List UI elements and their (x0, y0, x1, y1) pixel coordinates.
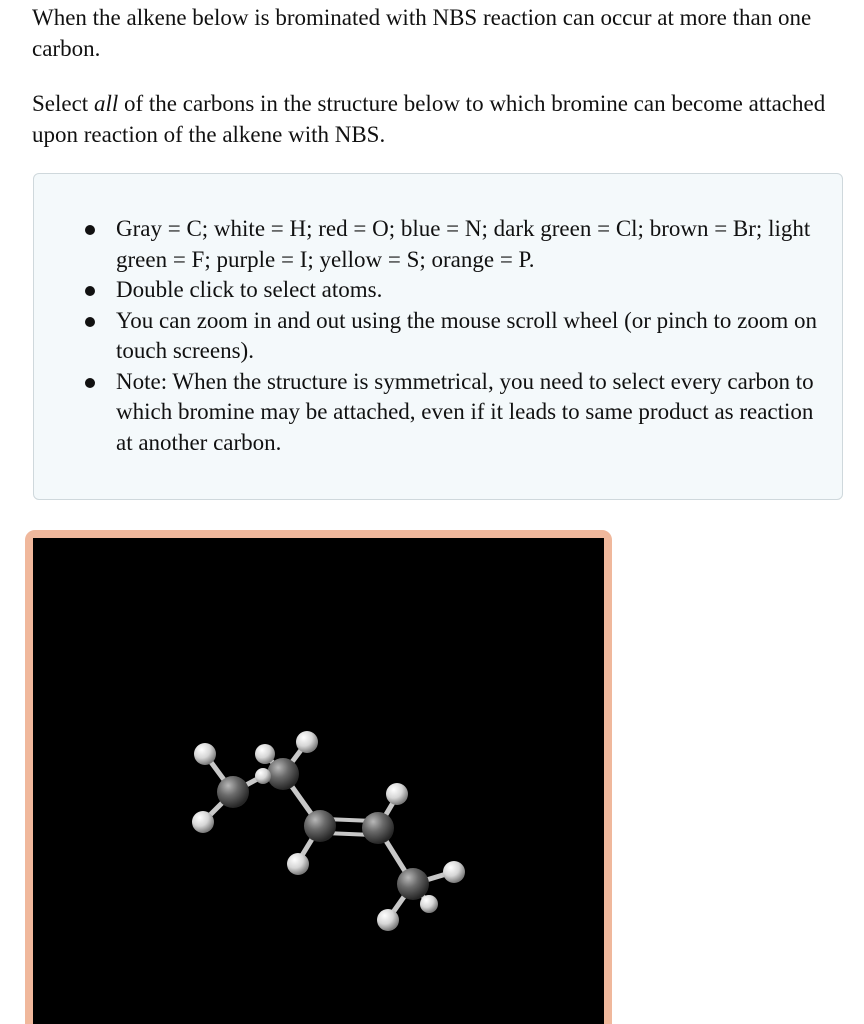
carbon-atom-c4[interactable] (362, 812, 394, 844)
molecule-viewer-canvas[interactable] (33, 538, 604, 1024)
hydrogen-atom[interactable] (420, 895, 438, 913)
question-paragraph-1: When the alkene below is brominated with NBS reaction can occur at more than one carbon. (32, 5, 812, 61)
hydrogen-atom[interactable] (377, 909, 399, 931)
instruction-item-symmetry-note (116, 367, 828, 459)
bullet-icon (85, 225, 95, 235)
instructions-list (116, 214, 828, 458)
carbon-atom-c1[interactable] (217, 776, 249, 808)
bullet-icon (85, 378, 95, 388)
carbon-atom-c2[interactable] (267, 758, 299, 790)
question-paragraph-2 (32, 88, 844, 150)
hydrogen-atom[interactable] (287, 853, 309, 875)
question-paragraph-2-suffix: of the carbons in the structure below to which bromine can become attached upon reaction of the alkene with NBS. (32, 91, 826, 147)
hydrogen-atom[interactable] (296, 731, 318, 753)
instructions-panel (33, 173, 843, 500)
hydrogen-atom[interactable] (443, 861, 465, 883)
hydrogen-atom[interactable] (194, 743, 216, 765)
carbon-atom-c5[interactable] (397, 868, 429, 900)
hydrogen-atom[interactable] (255, 768, 271, 784)
instruction-item-zoom (116, 306, 828, 367)
instruction-item-color-legend (116, 214, 828, 275)
instruction-text: Gray = C; white = H; red = O; blue = N; dark green = Cl; brown = Br; light green = F; purple = I; yellow = S; orange = P. (116, 216, 811, 272)
bullet-icon (85, 286, 95, 296)
hydrogen-atom[interactable] (255, 744, 275, 764)
hydrogen-atom[interactable] (192, 811, 214, 833)
hydrogen-atom[interactable] (386, 783, 408, 805)
molecule-3d-model[interactable] (33, 538, 604, 1024)
carbon-atom-c3[interactable] (304, 810, 336, 842)
question-emphasis-all: all (93, 91, 119, 116)
question-paragraph-2-prefix: Select (32, 91, 94, 116)
bullet-icon (85, 317, 95, 327)
instruction-text: Note: When the structure is symmetrical, you need to select every carbon to which bromine may be attached, even if it leads to same product as reaction at another carbon. (116, 368, 814, 455)
question-text (32, 2, 844, 150)
instruction-text: You can zoom in and out using the mouse scroll wheel (or pinch to zoom on touch screens). (116, 307, 817, 363)
instruction-item-double-click (116, 275, 828, 306)
instruction-text: Double click to select atoms. (116, 277, 383, 302)
molecule-viewer-frame (25, 530, 612, 1024)
